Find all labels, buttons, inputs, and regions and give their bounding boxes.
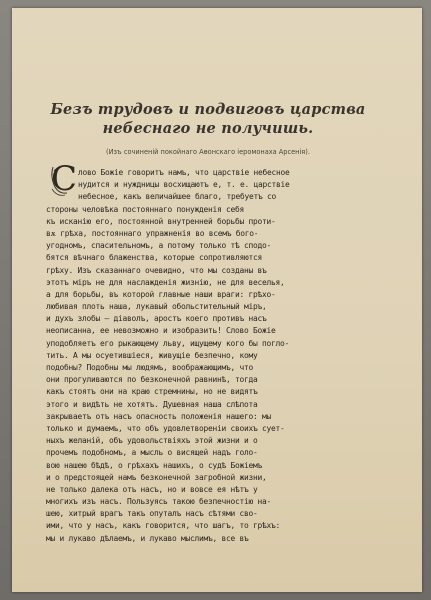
body-line: какъ стоятъ они на краю стремнины, но не видятъ: [46, 387, 258, 397]
body-line: этого и видѣть не хотятъ. Душевная наша слѣпота: [46, 399, 258, 409]
body-line: вою нашею бѣдѣ, о грѣхахъ нашихъ, о судѣ Божiемъ: [46, 460, 263, 470]
body-line: только и думаемъ, что объ удовлетворенiи своихъ сует-: [46, 423, 285, 433]
body-line: неописанна, ее невозможно и изобразить! Слово Божiе: [46, 326, 276, 336]
dropcap-letter: С: [50, 159, 78, 199]
title-line-2: небеснаго не получишь.: [102, 120, 314, 137]
body-line: любивая плоть наша, лукавый обольстительный мiръ,: [46, 302, 267, 312]
body-line: уподобляетъ его рыкающему льву, ищущему кого бы погло-: [46, 338, 290, 348]
body-line: ими, что у насъ, какъ говорится, что шагъ, то грѣхъ:: [46, 521, 281, 531]
body-line: стороны человѣка постояннаго понужденiя себя: [46, 204, 245, 214]
body-line: многихъ изъ насъ. Пользуясь такою безпечностiю на-: [46, 497, 272, 507]
body-line: нудится и нуждницы восхищаютъ е, т. е. царствiе: [78, 180, 290, 190]
body-line: бятся вѣчнаго блаженства, которые сопротивляются: [46, 253, 263, 263]
body-line: грѣху. Изъ сказаннаго очевидно, что мы созданы въ: [46, 265, 267, 275]
body-line: мы и лукаво дѣлаемъ, и лукаво мыслимъ, все въ: [46, 533, 249, 543]
body-line: подобны? Подобны мы людямъ, воображающимъ, что: [46, 363, 254, 372]
body-line: угодномъ, спасительномъ, а потому только тѣ сподо-: [46, 241, 272, 251]
body-line: они прогуливаются по безконечной равнинѣ, тогда: [46, 375, 258, 385]
body-line: къ исканiю его, постоянной внутренней борьбы проти-: [46, 216, 276, 226]
body-line: и о предстоящей намъ безконечной загробной жизни,: [46, 472, 267, 482]
body-text: [46, 167, 392, 545]
body-line: тить. А мы осуетившiеся, живущiе безпечно, кому: [46, 350, 258, 360]
body-line: этотъ мiръ не для наслажденiя жизнiю, не для веселья,: [46, 277, 285, 287]
body-line: закрываетъ отъ насъ опасность положенiя нашего: мы: [46, 411, 272, 421]
body-line: и духъ злобы — дiаволъ, аростъ коего противъ насъ: [46, 314, 267, 324]
body-line: лово Божiе говоритъ намъ, что царствiе небесное: [78, 168, 290, 177]
title-line-1: Безъ трудовъ и подвиговъ царства: [50, 101, 366, 118]
body-line: не только далека отъ насъ, но и вовсе ея нѣтъ у: [46, 484, 258, 494]
body-line: вѫ грѣха, постояннаго упражненiя во всемъ бого-: [46, 228, 259, 238]
page-title: [40, 100, 376, 138]
body-line: ныхъ желанiй, объ удовольствiяхъ этой жизни и о: [46, 436, 258, 446]
subtitle: (Изъ сочиненiй покойнаго Аѳонскаго iеромонаха Арсенiя).: [106, 148, 310, 156]
body-line: а для борьбы, въ которой главные наши враги: грѣхо-: [46, 289, 276, 299]
body-line: прочемъ подобномъ, а мысль о висящей надъ голо-: [46, 448, 258, 458]
body-line: небесное, какъ величайшее благо, требуетъ со: [78, 192, 277, 202]
body-line: шею, хитрый врагъ такъ опуталъ насъ сѣтями сво-: [46, 509, 258, 519]
